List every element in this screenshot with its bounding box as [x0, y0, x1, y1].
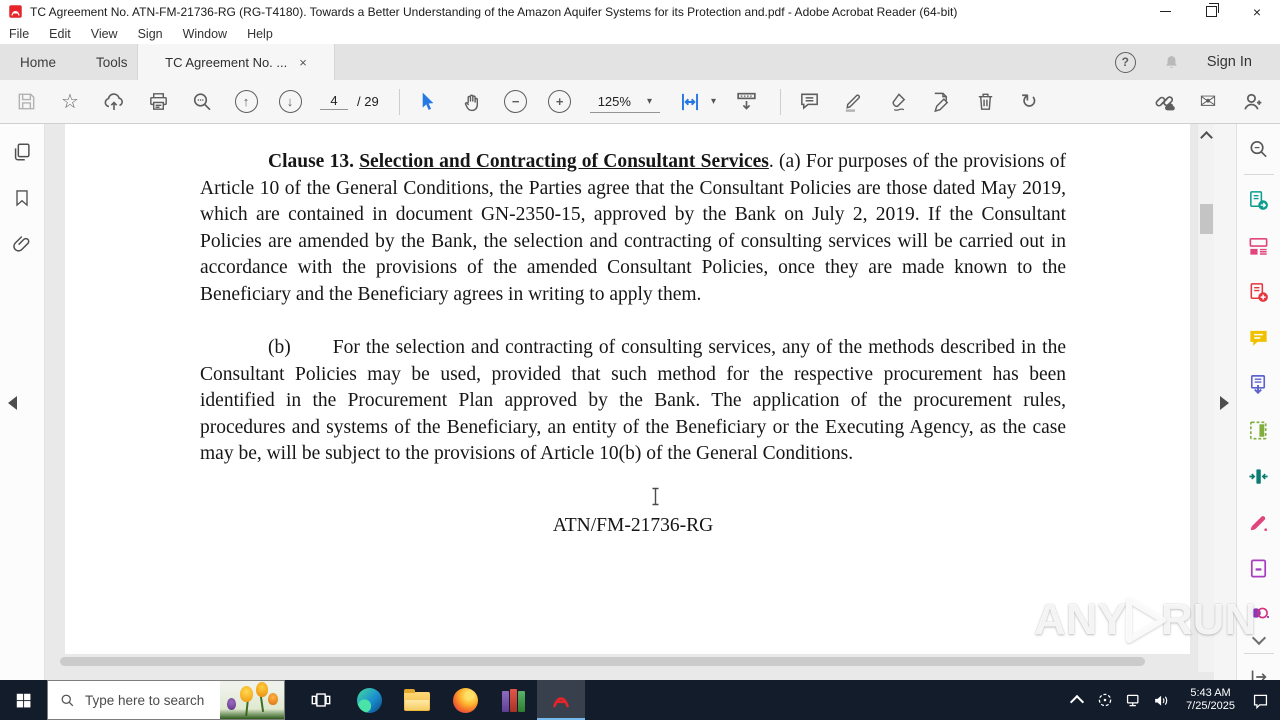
tab-close-icon[interactable]: × — [299, 54, 307, 70]
menu-view[interactable]: View — [90, 26, 118, 41]
menu-window[interactable]: Window — [182, 26, 228, 41]
window-title: TC Agreement No. ATN-FM-21736-RG (RG-T4180). Towards a Better Understanding of the Amazon Aquifer Systems for its Protection and.pdf - Adobe Acrobat Reader (64-bit) — [30, 4, 958, 19]
fill-and-sign-icon[interactable] — [883, 88, 911, 116]
document-reference-footer: ATN/FM-21736-RG — [552, 514, 714, 536]
clock-date: 7/25/2025 — [1186, 700, 1235, 712]
previous-page-chevron-icon[interactable] — [8, 396, 17, 410]
edit-pdf-icon[interactable] — [927, 88, 955, 116]
taskbar-firefox-icon[interactable] — [441, 680, 489, 720]
pdf-text-content — [200, 124, 1066, 539]
task-view-button[interactable] — [297, 680, 345, 720]
clock-time: 5:43 AM — [1190, 686, 1231, 699]
find-icon[interactable] — [188, 88, 216, 116]
tray-volume-icon[interactable] — [1149, 680, 1173, 720]
paragraph-clause-13 — [200, 124, 1066, 308]
delete-icon[interactable] — [971, 88, 999, 116]
acrobat-file-icon — [8, 4, 23, 19]
bookmarks-icon[interactable] — [10, 186, 34, 210]
menu-file[interactable]: File — [9, 26, 30, 41]
clause-13-body: . (a) For purposes of the provisions of Article 10 of the General Conditions, the Parties agree that the Consultant Policies are those dated May 2019, which are contained in document GN-2350-15, approved by the Bank on July 2, 2019. If the Consultant Policies are amended by the Bank, the selection and contracting of consulting services will be carried out in accordance with the provisions of the amended Consultant Policies, once they are made known to the Beneficiary and the Beneficiary agrees in writing to apply them. — [200, 151, 1066, 305]
page-thumbnails-icon[interactable] — [10, 140, 34, 164]
email-icon[interactable]: ✉ — [1199, 90, 1217, 113]
taskbar-acrobat-icon[interactable] — [537, 680, 585, 720]
tray-sync-icon[interactable] — [1093, 680, 1117, 720]
paragraph-b-body: For the selection and contracting of consulting services, any of the methods described in the Consultant Policies may be used, provided that such method for the respective procurement has been identified in the Procurement Plan approved by the Bank. The application of the procurement rules, procedures and systems of the Beneficiary, an entity of the Beneficiary or the Executing Agency, as the case may be, will be subject to the provisions of Article 10(b) of the General Conditions. — [200, 337, 1066, 464]
tab-document[interactable] — [137, 44, 335, 80]
menu-bar — [0, 23, 1280, 44]
notifications-bell-icon[interactable] — [1162, 53, 1181, 72]
horizontal-scrollbar-thumb[interactable] — [60, 657, 1145, 666]
previous-page-icon[interactable]: ↑ — [232, 88, 260, 116]
zoom-out-icon[interactable]: − — [502, 88, 530, 116]
restore-icon — [1206, 6, 1217, 17]
taskbar-file-explorer-icon[interactable] — [393, 680, 441, 720]
title-bar — [0, 0, 1280, 23]
search-icon — [60, 693, 75, 708]
next-page-icon[interactable]: ↓ — [276, 88, 304, 116]
menu-help[interactable]: Help — [247, 26, 273, 41]
menu-sign[interactable]: Sign — [137, 26, 163, 41]
clause-13-heading: Selection and Contracting of Consultant Services — [359, 151, 769, 172]
zoom-in-icon[interactable]: + — [546, 88, 574, 116]
paragraph-b — [200, 335, 1066, 468]
favorites-star-icon[interactable]: ☆ — [61, 90, 79, 113]
hand-tool-icon[interactable] — [458, 88, 486, 116]
hidden-icons-chevron-icon[interactable] — [1065, 680, 1089, 720]
minimize-icon — [1160, 11, 1171, 12]
left-navigation-rail — [0, 124, 45, 680]
windows-taskbar — [0, 680, 1280, 720]
toolbar-divider — [780, 89, 781, 115]
fill-sign-tool-icon[interactable] — [1246, 509, 1272, 535]
tray-network-icon[interactable] — [1121, 680, 1145, 720]
select-tool-icon[interactable] — [414, 88, 442, 116]
scroll-up-arrow-icon[interactable] — [1200, 131, 1213, 144]
scan-ocr-icon[interactable] — [1246, 417, 1272, 443]
chevron-down-icon: ▾ — [710, 96, 716, 107]
protect-pdf-icon[interactable] — [1246, 555, 1272, 581]
anyrun-play-logo-icon — [1113, 592, 1175, 648]
sticky-note-icon[interactable] — [795, 88, 823, 116]
print-icon[interactable] — [144, 88, 172, 116]
pdf-page — [65, 124, 1190, 654]
text-cursor-ibeam — [650, 487, 661, 506]
fit-width-icon — [676, 88, 704, 116]
anyrun-watermark — [1034, 592, 1256, 648]
comment-tool-icon[interactable] — [1246, 325, 1272, 351]
tab-home[interactable]: Home — [20, 54, 57, 70]
page-number-input[interactable]: 4 — [320, 93, 348, 110]
fit-width-control[interactable] — [676, 88, 716, 116]
attachments-paperclip-icon[interactable] — [10, 232, 34, 256]
toolbar-divider — [399, 89, 400, 115]
organize-pages-icon[interactable] — [1246, 233, 1272, 259]
share-people-icon[interactable] — [1238, 88, 1266, 116]
help-icon[interactable]: ? — [1115, 52, 1136, 73]
vertical-scrollbar-thumb[interactable] — [1200, 204, 1213, 234]
rail-divider — [1244, 653, 1274, 654]
save-icon[interactable] — [12, 88, 40, 116]
start-button[interactable] — [0, 680, 47, 720]
search-highlight-flowers-image[interactable] — [220, 681, 284, 719]
action-center-icon[interactable] — [1248, 680, 1272, 720]
search-tools-icon[interactable] — [1246, 136, 1272, 162]
taskbar-edge-icon[interactable] — [345, 680, 393, 720]
close-icon: × — [1252, 3, 1262, 20]
zoom-level-select[interactable] — [590, 91, 660, 113]
minimize-button[interactable] — [1142, 0, 1188, 23]
rail-divider — [1244, 174, 1274, 175]
vertical-scrollbar[interactable] — [1197, 124, 1214, 672]
taskbar-search-input[interactable] — [47, 680, 285, 720]
tab-tools[interactable]: Tools — [96, 54, 128, 70]
page-count-label: / 29 — [357, 94, 379, 109]
share-cloud-icon[interactable] — [100, 88, 128, 116]
taskbar-winrar-icon[interactable] — [489, 680, 537, 720]
scrolling-mode-icon[interactable] — [732, 88, 760, 116]
tab-document-label: TC Agreement No. ... — [165, 54, 288, 70]
menu-edit[interactable]: Edit — [49, 26, 71, 41]
search-placeholder-text: Type here to search — [85, 692, 205, 708]
combine-files-icon[interactable] — [1246, 371, 1272, 397]
next-page-chevron-icon[interactable] — [1220, 396, 1229, 410]
zoom-level-value: 125% — [597, 93, 631, 109]
system-tray — [1065, 680, 1280, 720]
watermark-text-right: RUN — [1160, 595, 1257, 644]
create-pdf-icon[interactable] — [1246, 279, 1272, 305]
restore-button[interactable] — [1188, 0, 1234, 23]
close-button[interactable] — [1234, 0, 1280, 23]
compress-pdf-icon[interactable] — [1246, 463, 1272, 489]
sign-in-button[interactable]: Sign In — [1206, 54, 1252, 70]
export-pdf-icon[interactable] — [1246, 187, 1272, 213]
toolbar — [0, 80, 1280, 124]
tab-bar — [0, 44, 1280, 80]
clause-13-label: Clause 13. — [268, 151, 360, 172]
watermark-text-left: ANY — [1034, 595, 1127, 644]
windows-logo-icon — [15, 692, 32, 709]
task-view-icon — [310, 689, 332, 711]
taskbar-clock[interactable] — [1177, 687, 1244, 714]
share-link-icon[interactable] — [1150, 88, 1178, 116]
chevron-down-icon: ▾ — [646, 95, 652, 107]
redo-icon[interactable]: ↻ — [1020, 90, 1038, 113]
paragraph-b-label: (b) — [268, 337, 291, 358]
highlight-text-icon[interactable] — [839, 88, 867, 116]
